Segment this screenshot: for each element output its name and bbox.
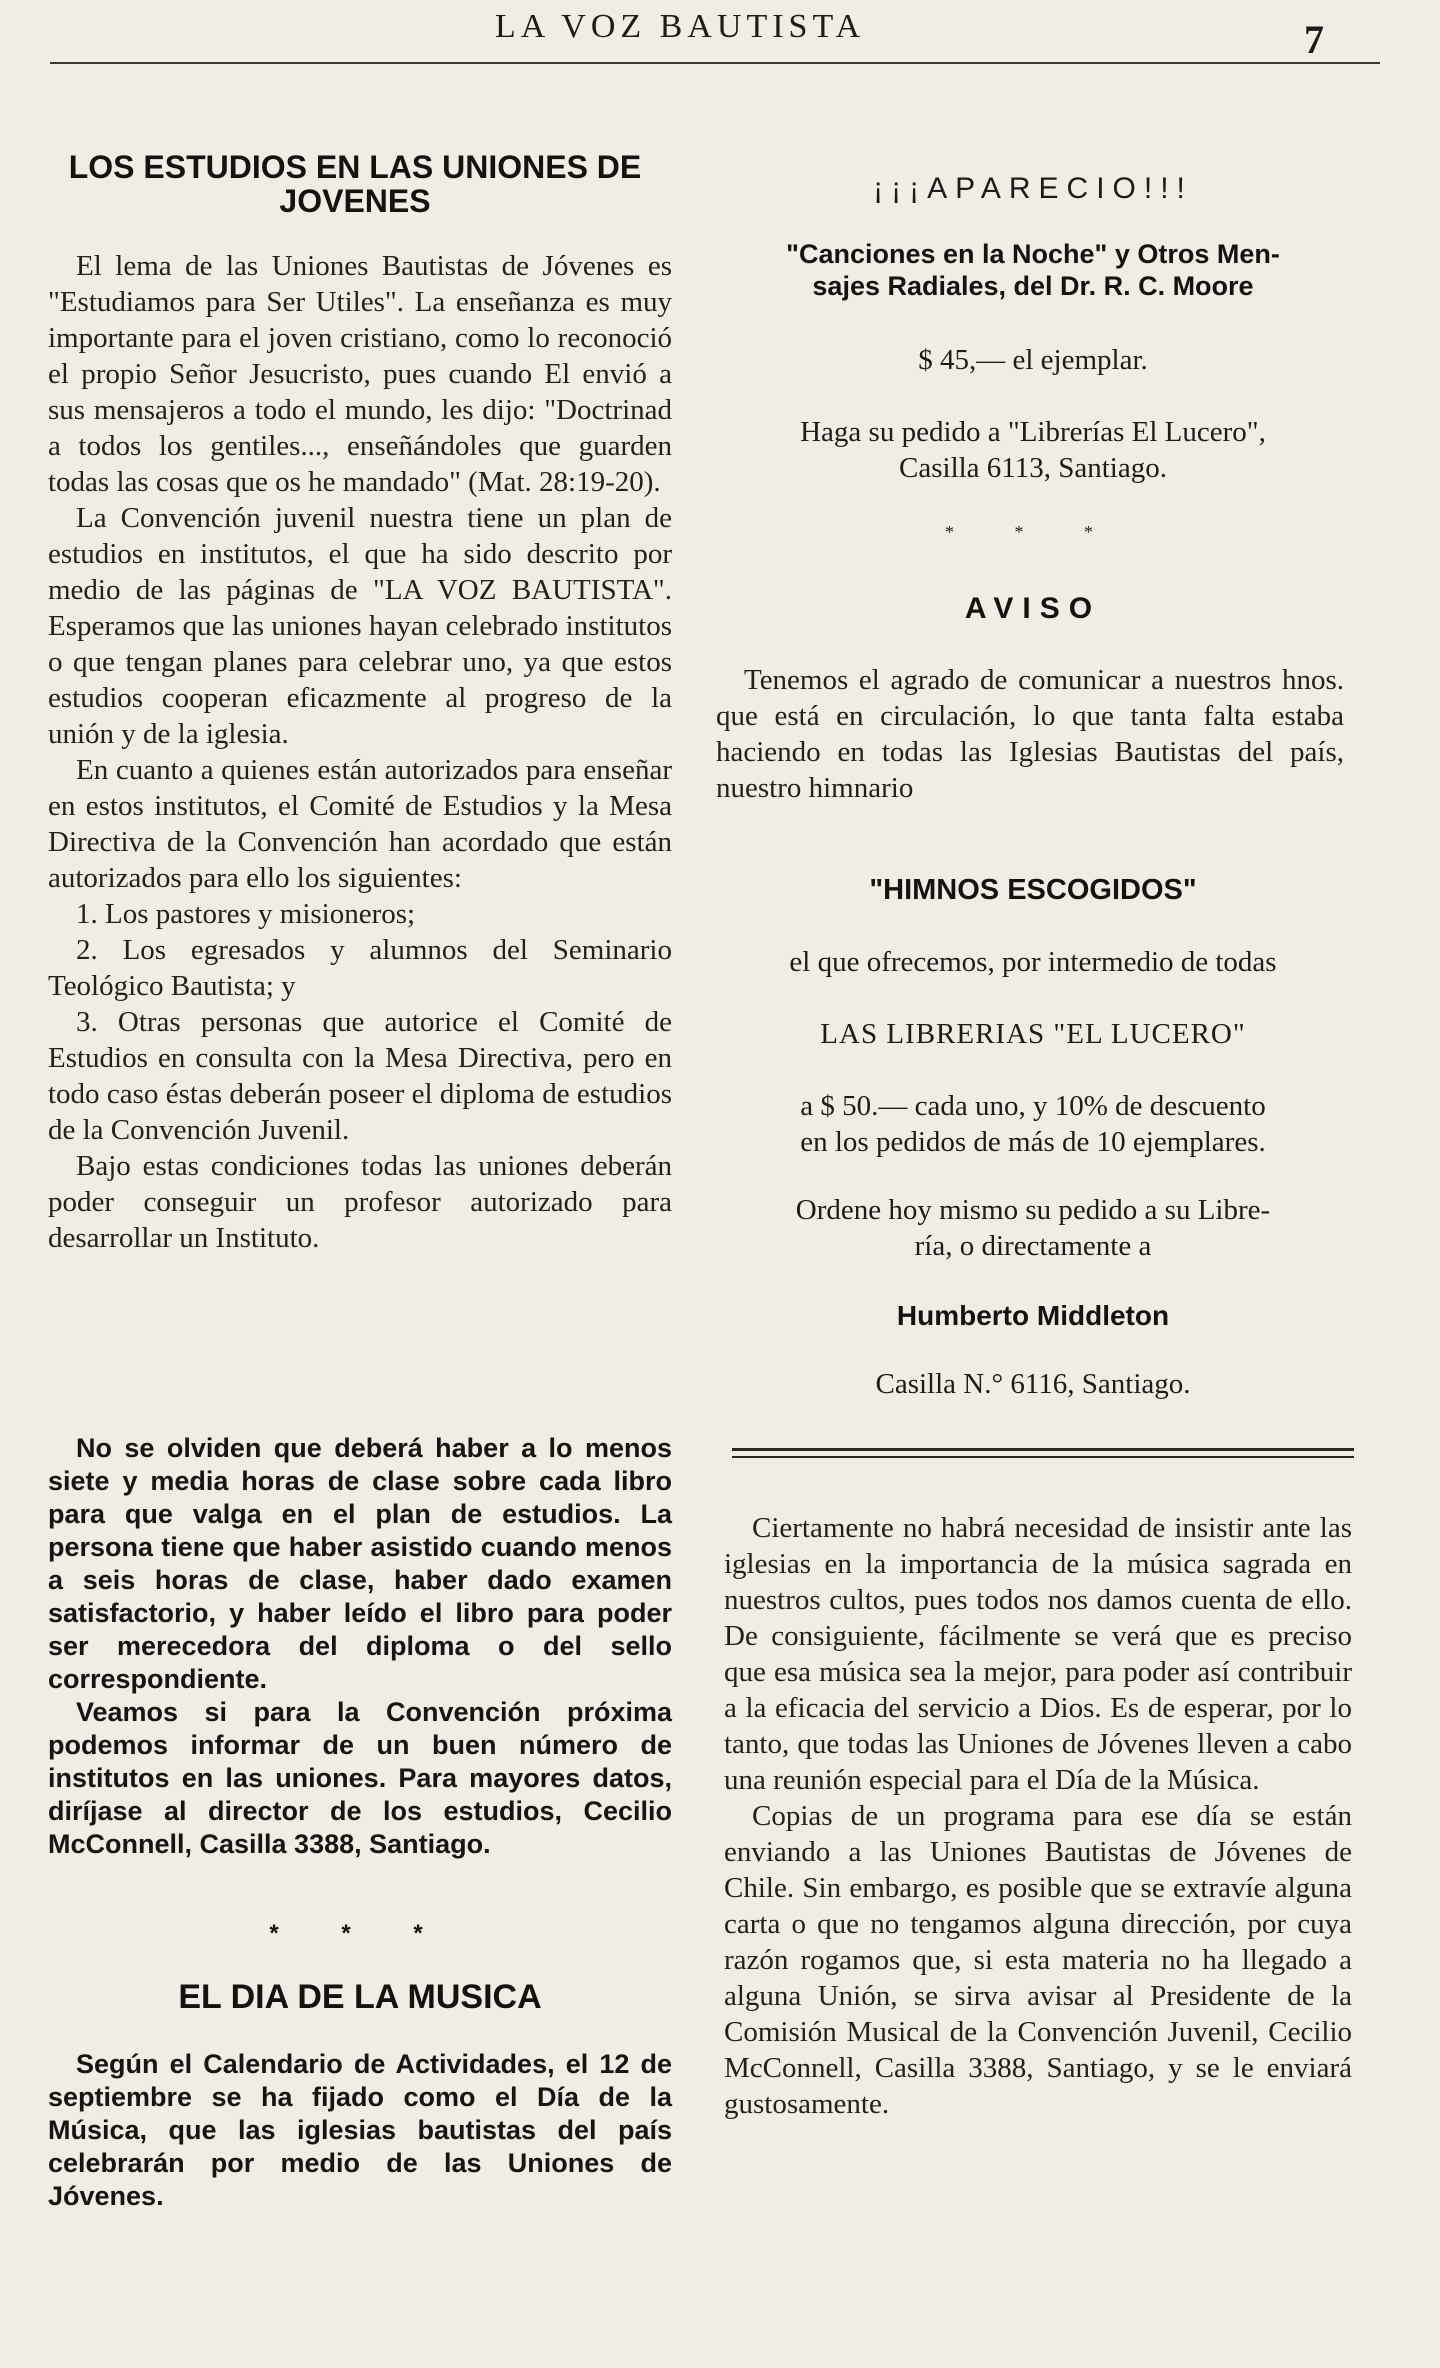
list-item: 3. Otras personas que autorice el Comité de Estudios en consulta con la Mesa Directiva, pero en todo caso éstas deberán poseer el diploma de estudios de la Convención Juvenil. — [48, 1006, 672, 1146]
article-body — [48, 248, 672, 1256]
article-paragraph: Según el Calendario de Actividades, el 12 de septiembre se ha fijado como el Día de la Música, que las iglesias bautistas del país celebrarán por medio de las Uniones de Jóvenes. — [48, 2049, 672, 2211]
ad-headline: ¡¡¡APARECIO!!! — [873, 172, 1193, 205]
notice-price — [712, 1088, 1354, 1160]
article-paragraph: Copias de un programa para ese día se están enviando a las Uniones Bautistas de Jóvenes de Chile. Sin embargo, es posible que se extravíe alguna carta o que no tengamos alguna dirección, por cuya razón rogamos que, si esta materia no ha llegado a alguna Unión, se sirva avisar al Presidente de la Comisión Musical de la Convención Juvenil, Cecilio McConnell, Casilla 3388, Santiago, y se le enviará gustosamente. — [724, 1800, 1352, 2120]
running-header-title: LA VOZ BAUTISTA — [494, 8, 866, 45]
ad-book-title-line-2: sajes Radiales, del Dr. R. C. Moore — [812, 271, 1254, 301]
article-paragraph: En cuanto a quienes están autorizados para enseñar en estos institutos, el Comité de Estudios y la Mesa Directiva de la Convención han acordado que están autorizados para ello los siguientes: — [48, 754, 672, 894]
notice-paragraph: Tenemos el agrado de comunicar a nuestros hnos. que está en circulación, lo que tanta falta estaba haciendo en todas las Iglesias Bautistas del país, nuestro himnario — [716, 664, 1344, 804]
hymnal-title: "HIMNOS ESCOGIDOS" — [869, 874, 1197, 906]
notice-offer: el que ofrecemos, por intermedio de todas — [789, 946, 1277, 978]
notice-body — [716, 662, 1344, 806]
contact-name: Humberto Middleton — [896, 1300, 1170, 1331]
article-paragraph: El lema de las Uniones Bautistas de Jóvenes es "Estudiamos para Ser Utiles". La enseñanza es muy importante para el joven cristiano, como lo reconoció el propio Señor Jesucristo, pues cuando El envió a sus mensajeros a todo el mundo, les dijo: "Doctrinad a todos los gentiles..., enseñándoles que guarden todas las cosas que os he mandado" (Mat. 28:19-20). — [48, 250, 672, 498]
ad-price: $ 45,— el ejemplar. — [918, 344, 1148, 376]
ad-book-title-line-1: "Canciones en la Noche" y Otros Men- — [786, 239, 1280, 269]
section-separator: * * * — [269, 1920, 451, 1947]
article-body-bold — [48, 2048, 672, 2213]
list-item: 1. Los pastores y misioneros; — [76, 898, 416, 930]
notice-order-line-2: ría, o directamente a — [914, 1230, 1152, 1262]
header-rule — [50, 62, 1380, 64]
ad-order-line-1: Haga su pedido a "Librerías El Lucero", — [800, 416, 1266, 448]
notice-order-line-1: Ordene hoy mismo su pedido a su Libre- — [795, 1194, 1271, 1226]
ad-book-title — [712, 238, 1354, 302]
list-item: 2. Los egresados y alumnos del Seminario Teológico Bautista; y — [48, 934, 672, 1002]
ad-order-info — [712, 414, 1354, 486]
article-paragraph: Bajo estas condiciones todas las uniones deberán poder conseguir un profesor autorizado para desarrollar un Instituto. — [48, 1150, 672, 1254]
article-title-line-2: JOVENES — [279, 183, 431, 219]
article-title: EL DIA DE LA MUSICA — [178, 1978, 542, 2016]
notice-title: AVISO — [964, 592, 1102, 625]
notice-stores: LAS LIBRERIAS "EL LUCERO" — [820, 1018, 1246, 1050]
article-body — [724, 1510, 1352, 2122]
article-paragraph: La Convención juvenil nuestra tiene un plan de estudios en institutos, el que ha sido descrito por medio de las páginas de "LA VOZ BAUTISTA". Esperamos que las uniones hayan celebrado institutos o que tengan planes para celebrar uno, ya que estos estudios cooperan eficazmente al progreso de la unión y de la iglesia. — [48, 502, 672, 750]
article-paragraph: Veamos si para la Convención próxima podemos informar de un buen número de institutos en las uniones. Para mayores datos, diríjase al director de los estudios, Cecilio McConnell, Casilla 3388, Santiago. — [48, 1697, 672, 1859]
article-paragraph: Ciertamente no habrá necesidad de insistir ante las iglesias en la importancia de la música sagrada en nuestros cultos, pues todos nos damos cuenta de ello. De consiguiente, fácilmente se verá que es preciso que esa música sea la mejor, para poder así contribuir a la eficacia del servicio a Dios. Es de esperar, por lo tanto, que todas las Uniones de Jóvenes lleven a cabo una reunión especial para el Día de la Música. — [724, 1512, 1352, 1796]
section-separator: * * * — [945, 522, 1121, 542]
contact-address: Casilla N.° 6116, Santiago. — [875, 1368, 1191, 1400]
article-title-line-1: LOS ESTUDIOS EN LAS UNIONES DE — [68, 149, 642, 185]
ad-order-line-2: Casilla 6113, Santiago. — [899, 452, 1167, 484]
section-divider — [732, 1448, 1354, 1458]
page-number: 7 — [1304, 17, 1324, 62]
notice-order — [712, 1192, 1354, 1264]
article-paragraph: No se olviden que deberá haber a lo menos siete y media horas de clase sobre cada libro para que valga en el plan de estudios. La persona tiene que haber asistido cuando menos a seis horas de clase, haber dado examen satisfactorio, y haber leído el libro para poder ser merecedora del diploma o del sello correspondiente. — [48, 1433, 672, 1694]
article-title — [40, 150, 670, 218]
notice-price-line-2: en los pedidos de más de 10 ejemplares. — [800, 1126, 1266, 1158]
notice-price-line-1: a $ 50.— cada uno, y 10% de descuento — [800, 1090, 1266, 1122]
article-body-bold — [48, 1432, 672, 1861]
